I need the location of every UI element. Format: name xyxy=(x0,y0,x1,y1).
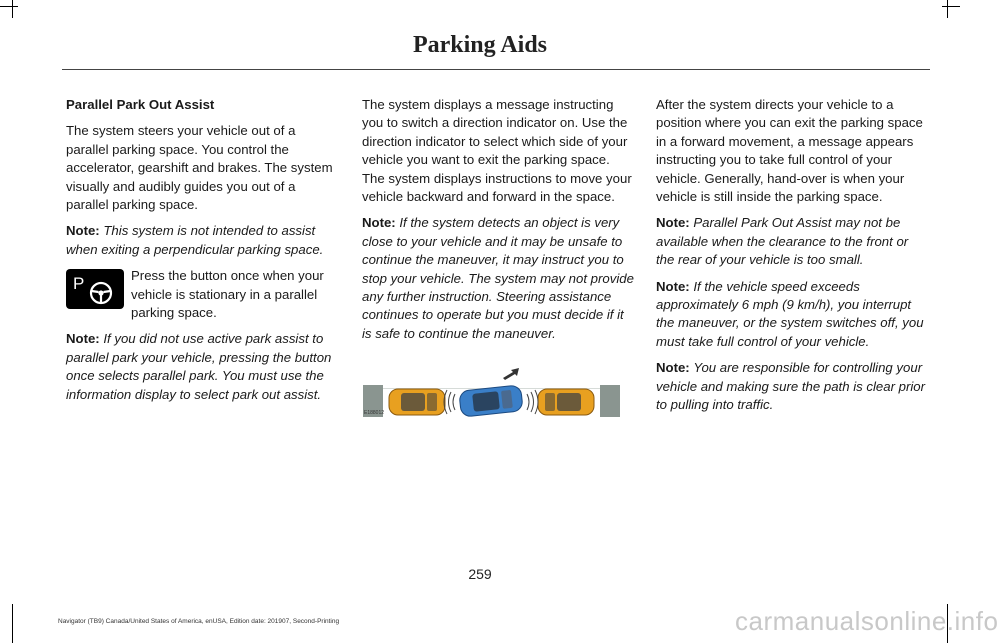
note-label: Note: xyxy=(66,223,100,239)
icon-instruction xyxy=(66,267,338,322)
column-1 xyxy=(66,96,338,412)
note xyxy=(656,359,928,414)
note-label: Note: xyxy=(656,360,690,376)
header-rule xyxy=(62,69,930,70)
crop-mark xyxy=(12,0,13,18)
note-text: If you did not use active park assist to parallel park your vehicle, pressing the button once selects parallel park. You must use the information display to select park out assist. xyxy=(66,331,332,402)
parked-car-rear xyxy=(389,389,445,415)
note-text: If the vehicle speed exceeds approximately 6 mph (9 km/h), you interrupt the maneuver, or the system switches off, you must take full control of your vehicle. xyxy=(656,278,924,349)
footer-text: Navigator (TB9) Canada/United States of America, enUSA, Edition date: 201907, Second-Printing xyxy=(58,618,340,625)
note-label: Note: xyxy=(656,215,690,231)
note-text: Parallel Park Out Assist may not be available when the clearance to the front or the rear of your vehicle is too small. xyxy=(656,215,909,268)
note xyxy=(66,330,338,404)
parking-illustration xyxy=(363,360,620,417)
note-text: You are responsible for controlling your vehicle and making sure the path is clear prior to pulling into traffic. xyxy=(656,360,926,413)
parked-car-front xyxy=(538,389,594,415)
paragraph: The system steers your vehicle out of a parallel parking space. You control the accelerator, gearshift and brakes. The system visually and audibly guides you out of a parallel parking space. xyxy=(66,123,333,213)
column-3 xyxy=(656,96,928,423)
parking-steering-wheel-icon xyxy=(66,269,124,309)
note xyxy=(66,222,338,259)
crop-mark xyxy=(947,0,948,18)
note-text: If the system detects an object is very close to your vehicle and it may be unsafe to continue the maneuver, it may instruct you to stop your vehicle. The system may not provide any further instruction. Steering assistance continues to operate but you must decide if it is safe to continue the maneuver. xyxy=(362,215,634,341)
note xyxy=(656,278,928,352)
section-heading: Parallel Park Out Assist xyxy=(66,97,215,112)
figure-id: E188012 xyxy=(364,410,385,416)
icon-instruction-text: Press the button once when your vehicle is stationary in a parallel parking space. xyxy=(131,268,324,321)
page-number: 259 xyxy=(468,566,492,582)
note-label: Note: xyxy=(66,331,100,347)
note-label: Note: xyxy=(362,215,396,231)
note-text: This system is not intended to assist when exiting a perpendicular parking space. xyxy=(66,223,324,257)
crop-mark xyxy=(942,6,960,7)
crop-mark xyxy=(0,6,18,7)
page-title: Parking Aids xyxy=(412,32,548,58)
paragraph: After the system directs your vehicle to a position where you can exit the parking space in a forward movement, a message appears instructing you to take full control of your vehicle. Generally, hand-over is when your vehicle is still inside the parking space. xyxy=(656,97,923,205)
watermark: carmanualsonline.info xyxy=(735,606,998,636)
note-label: Note: xyxy=(656,278,690,294)
svg-text:P: P xyxy=(73,274,85,294)
note xyxy=(656,214,928,269)
column-2 xyxy=(362,96,634,351)
paragraph: The system displays a message instructing you to switch a direction indicator on. Use the direction indicator to select which side of your vehicle you want to exit the parking space. The system displays instructions to move your vehicle backward and forward in the space. xyxy=(362,97,632,205)
note xyxy=(362,214,634,343)
crop-mark xyxy=(12,604,13,643)
